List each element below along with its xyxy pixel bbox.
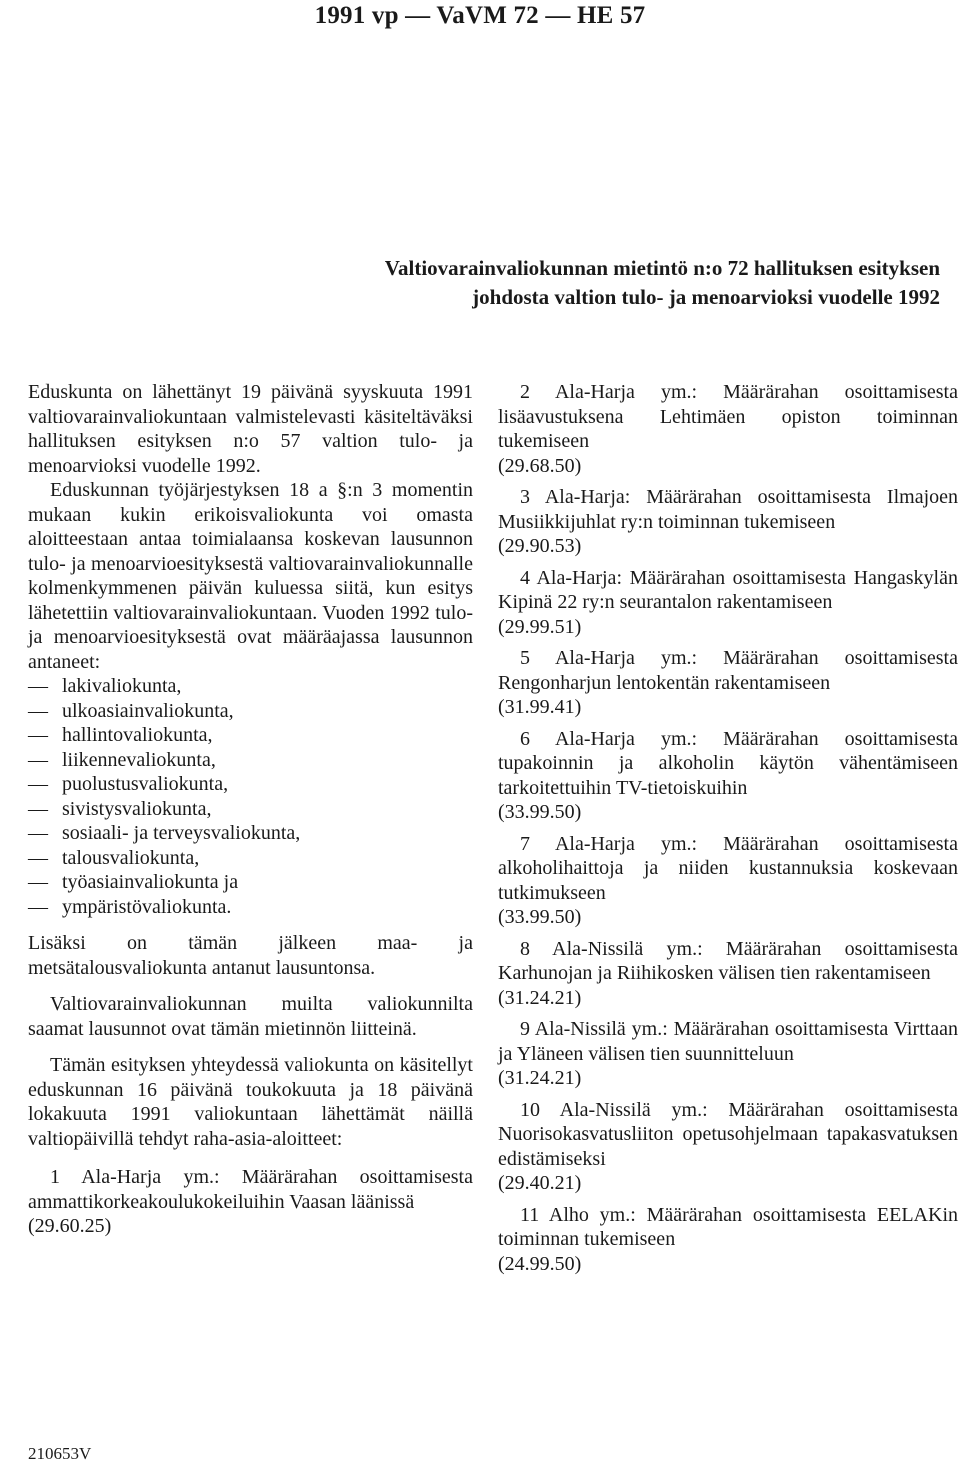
motion-text: 1 Ala-Harja ym.: Määrärahan osoittamisesta ammattikorkeakoulukokeiluihin Vaasan läänissä — [28, 1166, 473, 1213]
motion-item — [498, 937, 958, 1011]
motion-text: 3 Ala-Harja: Määrärahan osoittamisesta Ilmajoen Musiikkijuhlat ry:n toiminnan tukemiseen — [498, 486, 958, 533]
document-code: 210653V — [28, 1444, 92, 1463]
motion-item — [498, 727, 958, 825]
motion-text: 6 Ala-Harja ym.: Määrärahan osoittamisesta tupakoinnin ja alkoholin käytön vähentämiseen tarkoitettuihin TV-tietoiskuihin — [498, 727, 958, 799]
motion-text: 11 Alho ym.: Määrärahan osoittamisesta EELAKin toiminnan tukemiseen — [498, 1203, 958, 1250]
left-column — [28, 380, 473, 1246]
motion-reference: (31.99.41) — [498, 696, 582, 718]
motion-reference: (31.24.21) — [498, 1067, 582, 1089]
committee-item: — lakivaliokunta, — [28, 675, 182, 697]
dash-marker: — — [28, 748, 48, 771]
page-header: 1991 vp — VaVM 72 — HE 57 — [314, 2, 646, 29]
committee-item: — talousvaliokunta, — [28, 846, 200, 869]
motion-item — [28, 1165, 473, 1239]
motion-item — [498, 646, 958, 720]
dash-marker: — — [28, 895, 48, 918]
motion-item — [498, 380, 958, 478]
motion-text: 8 Ala-Nissilä ym.: Määrärahan osoittamisesta Karhunojan ja Riihikosken välisen tien rakentamiseen — [498, 937, 958, 984]
motion-text: 4 Ala-Harja: Määrärahan osoittamisesta Hangaskylän Kipinä 22 ry:n seurantalon rakentamiseen — [498, 566, 958, 613]
committee-item: — työasiainvaliokunta ja — [28, 871, 239, 893]
dash-marker: — — [28, 675, 48, 697]
dash-marker: — — [28, 724, 48, 746]
motion-reference: (33.99.50) — [498, 801, 582, 823]
committee-list — [28, 674, 473, 919]
committee-item: — liikennevaliokunta, — [28, 748, 216, 771]
committee-item: — ulkoasiainvaliokunta, — [28, 699, 234, 722]
motion-text: 9 Ala-Nissilä ym.: Määrärahan osoittamisesta Virttaan ja Yläneen välisen tien suunnitteluun — [498, 1018, 958, 1065]
dash-marker: — — [28, 773, 48, 795]
motion-text: 10 Ala-Nissilä ym.: Määrärahan osoittamisesta Nuorisokasvatusliiton opetusohjelmaan tapakasvatuksen edistämiseksi — [498, 1098, 958, 1170]
document-title-line-2: johdosta valtion tulo- ja menoarvioksi vuodelle 1992 — [472, 285, 940, 309]
statements-paragraph: Eduskunnan työjärjestyksen 18 a §:n 3 momentin mukaan kukin erikoisvaliokunta voi omasta aloitteestaan antaa toimialaansa koskevan lausunnon tulo- ja menoarvioesityksestä valtiovarainvaliokunnalle kolmenkymmenen päivän kuluessa siitä, kun esitys lähetettiin valtiovarainvaliokuntaan. Vuoden 1992 tulo- ja menoarvioesityksestä ovat määräajassa lausunnon antaneet: — [28, 479, 473, 673]
committee-item: — puolustusvaliokunta, — [28, 773, 229, 795]
motion-item — [498, 485, 958, 559]
committee-item: — ympäristövaliokunta. — [28, 895, 232, 918]
dash-marker: — — [28, 822, 48, 844]
dash-marker: — — [28, 699, 48, 722]
document-title — [300, 254, 940, 312]
intro-paragraph: Eduskunta on lähettänyt 19 päivänä syyskuuta 1991 valtiovarainvaliokuntaan valmistelevasti käsiteltäväksi hallituksen esityksen n:o 57 valtion tulo- ja menoarvioksi vuodelle 1992. — [28, 381, 473, 477]
motion-text: 7 Ala-Harja ym.: Määrärahan osoittamisesta alkoholihaittoja ja niiden kustannuksia koskevaan tutkimukseen — [498, 832, 958, 904]
committee-item: — sivistysvaliokunta, — [28, 797, 212, 820]
motion-item — [498, 566, 958, 640]
motion-text: 5 Ala-Harja ym.: Määrärahan osoittamisesta Rengonharjun lentokentän rakentamiseen — [498, 647, 958, 694]
motion-reference: (29.60.25) — [28, 1215, 112, 1237]
motion-item — [498, 1017, 958, 1091]
motion-reference: (33.99.50) — [498, 906, 582, 928]
right-column — [498, 380, 958, 1283]
motion-reference: (29.90.53) — [498, 535, 582, 557]
motion-reference: (31.24.21) — [498, 986, 582, 1009]
motion-reference: (24.99.50) — [498, 1252, 582, 1275]
dash-marker: — — [28, 871, 48, 893]
motion-reference: (29.68.50) — [498, 454, 582, 477]
additional-statement-paragraph: Lisäksi on tämän jälkeen maa- ja metsätalousvaliokunta antanut lausuntonsa. — [28, 932, 473, 979]
dash-marker: — — [28, 846, 48, 869]
document-title-line-1: Valtiovarainvaliokunnan mietintö n:o 72 hallituksen esityksen — [384, 256, 940, 280]
motion-item — [498, 832, 958, 930]
motion-text: 2 Ala-Harja ym.: Määrärahan osoittamisesta lisäavustuksena Lehtimäen opiston toiminnan tukemiseen — [498, 381, 958, 452]
committee-item: — sosiaali- ja terveysvaliokunta, — [28, 822, 301, 844]
committee-item: — hallintovaliokunta, — [28, 724, 213, 746]
motion-item — [498, 1098, 958, 1196]
motion-item — [498, 1203, 958, 1277]
motion-reference: (29.40.21) — [498, 1172, 582, 1194]
motion-reference: (29.99.51) — [498, 615, 582, 638]
attachments-paragraph: Valtiovarainvaliokunnan muilta valiokunnilta saamat lausunnot ovat tämän mietinnön liitteinä. — [28, 993, 473, 1040]
motions-paragraph: Tämän esityksen yhteydessä valiokunta on käsitellyt eduskunnan 16 päivänä toukokuuta ja 18 päivänä lokakuuta 1991 valiokuntaan lähettämät näillä valtiopäivillä tehdyt raha-asia-aloitteet: — [28, 1054, 473, 1150]
dash-marker: — — [28, 797, 48, 820]
